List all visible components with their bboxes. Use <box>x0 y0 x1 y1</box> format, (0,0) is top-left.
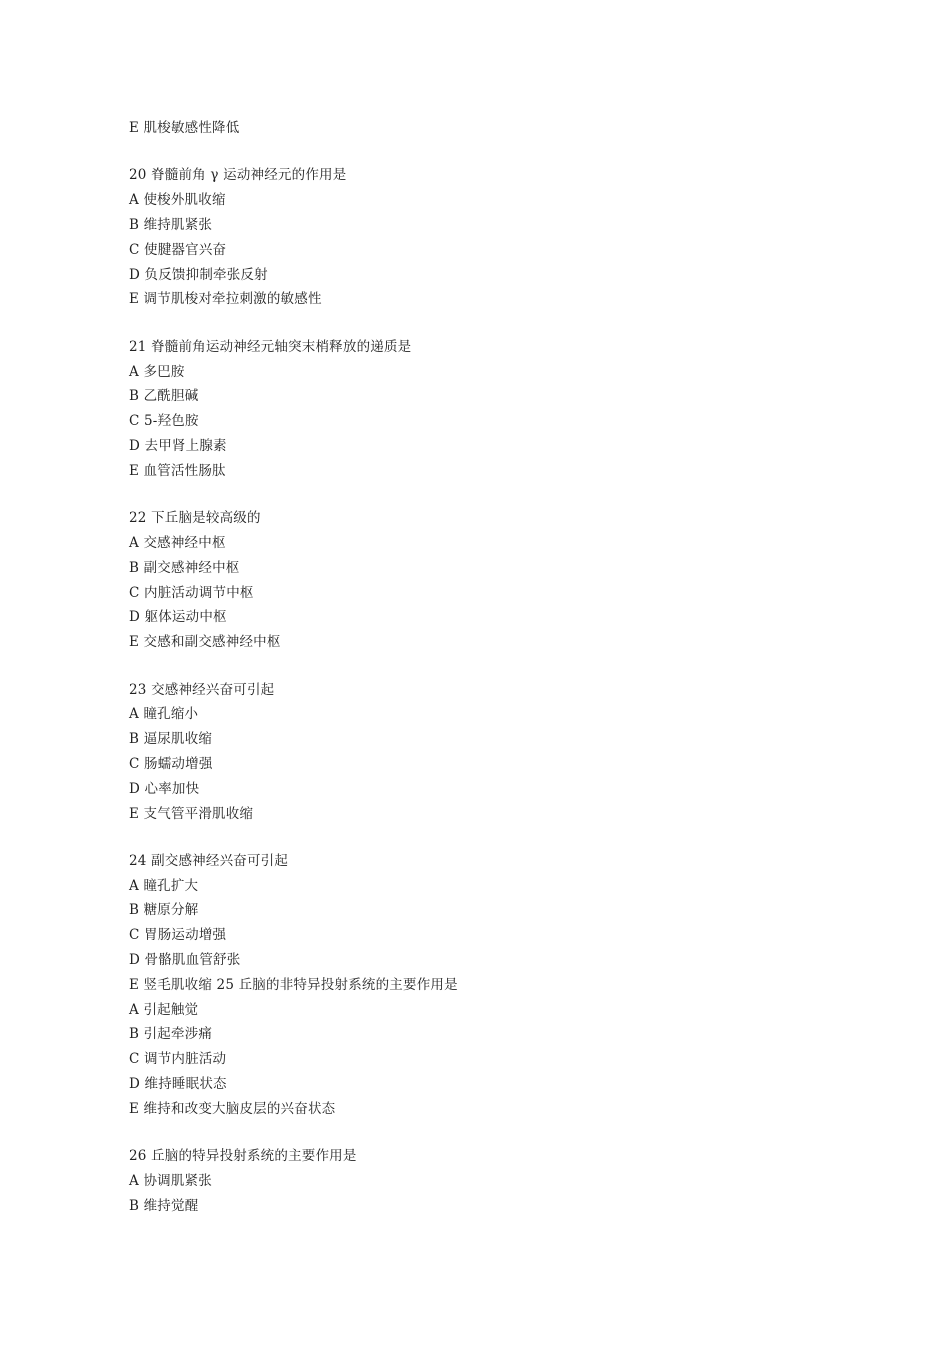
answer-option: D 负反馈抑制牵张反射 <box>129 266 268 283</box>
question-stem: 24 副交感神经兴奋可引起 <box>129 852 289 869</box>
answer-option: D 躯体运动中枢 <box>129 609 227 626</box>
answer-option: A 引起触觉 <box>129 1001 199 1018</box>
answer-option: A 使梭外肌收缩 <box>129 192 226 209</box>
answer-option: C 肠蠕动增强 <box>129 755 213 772</box>
answer-option: E 竖毛肌收缩 25 丘脑的非特异投射系统的主要作用是 <box>129 976 458 993</box>
blank-line <box>129 312 889 335</box>
answer-option: B 维持肌紧张 <box>129 216 213 233</box>
answer-option: C 内脏活动调节中枢 <box>129 584 254 601</box>
answer-option: A 交感神经中枢 <box>129 534 226 551</box>
question-stem: 26 丘脑的特异投射系统的主要作用是 <box>129 1148 357 1165</box>
blank-line <box>129 826 889 849</box>
answer-option: E 交感和副交感神经中枢 <box>129 634 281 651</box>
answer-option: E 调节肌梭对牵拉刺激的敏感性 <box>129 291 322 308</box>
answer-option: B 维持觉醒 <box>129 1197 199 1214</box>
answer-option: A 协调肌紧张 <box>129 1173 212 1190</box>
blank-line <box>129 655 889 678</box>
answer-option: E 维持和改变大脑皮层的兴奋状态 <box>129 1100 336 1117</box>
answer-option: B 乙酰胆碱 <box>129 388 199 405</box>
answer-option: D 心率加快 <box>129 780 200 797</box>
answer-option: E 肌梭敏感性降低 <box>129 120 240 136</box>
answer-option: C 调节内脏活动 <box>129 1051 227 1068</box>
answer-option: D 去甲肾上腺素 <box>129 437 227 454</box>
blank-line <box>129 1122 889 1145</box>
answer-option: B 糖原分解 <box>129 902 199 919</box>
blank-line <box>129 141 889 164</box>
answer-option: B 引起牵涉痛 <box>129 1026 213 1043</box>
question-stem: 23 交感神经兴奋可引起 <box>129 681 275 698</box>
answer-option: B 逼尿肌收缩 <box>129 731 213 748</box>
answer-option: A 瞳孔扩大 <box>129 877 199 894</box>
answer-option: B 副交感神经中枢 <box>129 559 240 576</box>
answer-option: D 骨骼肌血管舒张 <box>129 952 241 969</box>
answer-option: C 使腱器官兴奋 <box>129 241 227 258</box>
question-list <box>129 116 889 1219</box>
answer-option: D 维持睡眠状态 <box>129 1076 227 1093</box>
answer-option: E 支气管平滑肌收缩 <box>129 805 254 822</box>
answer-option: C 胃肠运动增强 <box>129 927 227 944</box>
answer-option: A 多巴胺 <box>129 363 185 380</box>
question-stem: 20 脊髓前角 γ 运动神经元的作用是 <box>129 167 347 184</box>
question-stem: 22 下丘脑是较高级的 <box>129 510 261 527</box>
answer-option: C 5-羟色胺 <box>129 413 199 430</box>
answer-option: E 血管活性肠肽 <box>129 462 226 479</box>
blank-line <box>129 484 889 507</box>
question-stem: 21 脊髓前角运动神经元轴突末梢释放的递质是 <box>129 338 412 355</box>
answer-option: A 瞳孔缩小 <box>129 706 199 723</box>
